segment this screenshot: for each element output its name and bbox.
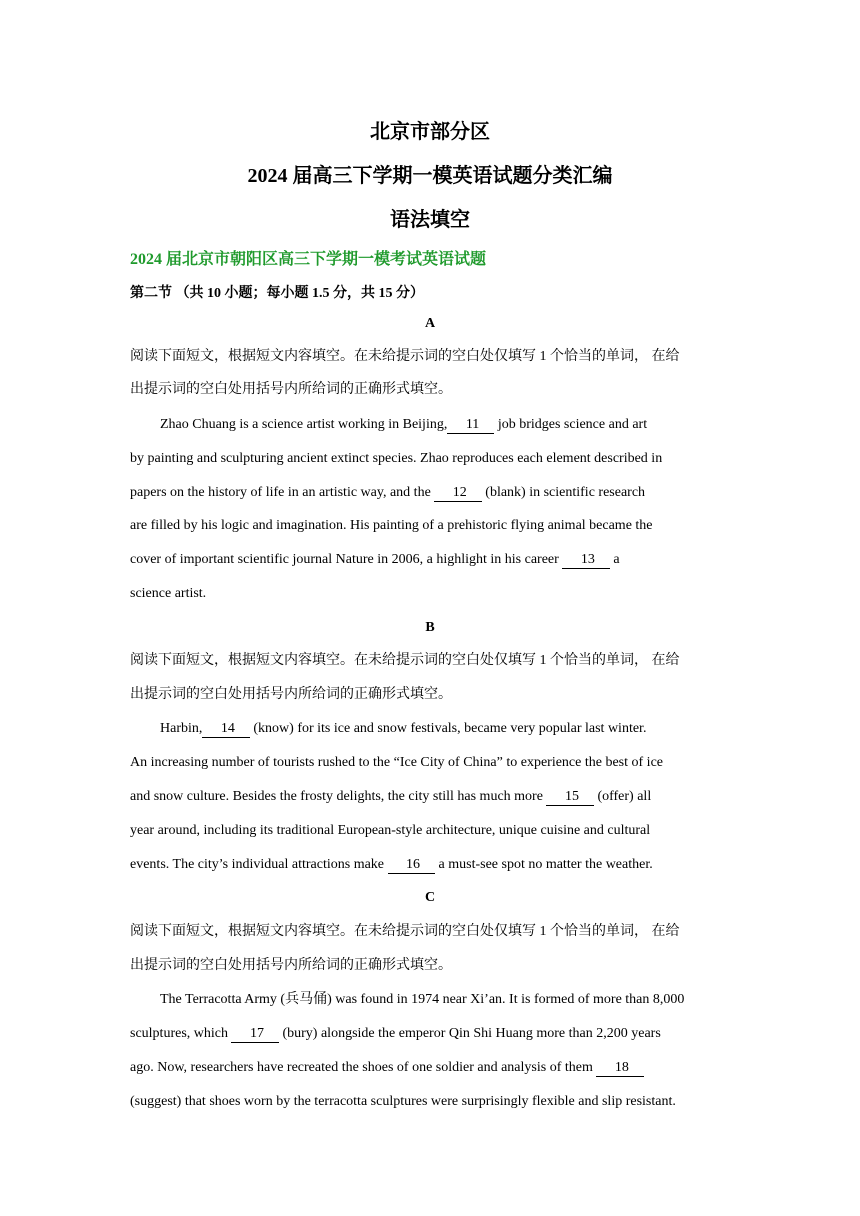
passage-letter-c: C bbox=[424, 890, 436, 905]
passage-a-line-1 bbox=[160, 415, 730, 435]
instruction-line-2: 出提示词的空白处用括号内所给词的正确形式填空。 bbox=[130, 687, 452, 702]
blank-number: 15 bbox=[564, 789, 579, 804]
passage-a-line-4: are filled by his logic and imagination. His painting of a prehistoric flying animal became the bbox=[130, 518, 653, 533]
passage-c-line-2 bbox=[130, 1024, 730, 1044]
passage-b-line-5 bbox=[130, 855, 730, 875]
passage-a-line-2: by painting and sculpturing ancient extinct species. Zhao reproduces each element described in bbox=[130, 451, 663, 466]
passage-c-line-3 bbox=[130, 1058, 730, 1078]
blank-12[interactable] bbox=[434, 485, 482, 502]
text-segment: a must-see spot no matter the weather. bbox=[435, 857, 653, 872]
passage-b-line-2: An increasing number of tourists rushed to the “Ice City of China” to experience the best of ice bbox=[130, 755, 663, 770]
passage-c-line-4: (suggest) that shoes worn by the terracotta sculptures were surprisingly flexible and slip resistant. bbox=[130, 1094, 676, 1109]
text-segment: sculptures, which bbox=[130, 1026, 232, 1041]
section-header: 第二节 （共 10 小题；每小题 1.5 分，共 15 分） bbox=[130, 286, 424, 301]
passage-b-line-3 bbox=[130, 787, 730, 807]
text-segment: cover of important scientific journal Nature in 2006, a highlight in his career bbox=[130, 552, 563, 567]
instruction-line-2: 出提示词的空白处用括号内所给词的正确形式填空。 bbox=[130, 382, 452, 397]
passage-b-line-1 bbox=[160, 719, 730, 739]
text-segment: (blank) in scientific research bbox=[481, 485, 646, 500]
blank-17[interactable] bbox=[231, 1026, 279, 1043]
text-segment: Zhao Chuang is a science artist working in Beijing, bbox=[160, 417, 448, 432]
blank-11[interactable] bbox=[447, 417, 494, 434]
text-segment: (offer) all bbox=[593, 789, 652, 804]
blank-number: 16 bbox=[406, 857, 421, 872]
exam-subheading: 2024 届北京市朝阳区高三下学期一模考试英语试题 bbox=[130, 251, 487, 268]
text-segment: papers on the history of life in an artistic way, and the bbox=[130, 485, 435, 500]
instruction-line-1: 阅读下面短文，根据短文内容填空。在未给提示词的空白处仅填写 1 个恰当的单词， 在给 bbox=[130, 349, 680, 364]
blank-number: 14 bbox=[220, 721, 235, 736]
passage-b-line-4: year around, including its traditional European-style architecture, unique cuisine and cultural bbox=[130, 823, 651, 838]
text-segment: a bbox=[609, 552, 620, 567]
blank-number: 12 bbox=[452, 485, 467, 500]
blank-18[interactable] bbox=[596, 1060, 644, 1077]
blank-number: 11 bbox=[465, 417, 480, 432]
instruction-line-1: 阅读下面短文，根据短文内容填空。在未给提示词的空白处仅填写 1 个恰当的单词， 在给 bbox=[130, 924, 680, 939]
blank-number: 17 bbox=[249, 1026, 264, 1041]
blank-13[interactable] bbox=[562, 552, 610, 569]
text-segment: Harbin, bbox=[160, 721, 203, 736]
passage-letter-a: A bbox=[424, 316, 436, 331]
text-segment: job bridges science and art bbox=[494, 417, 648, 432]
blank-14[interactable] bbox=[202, 721, 250, 738]
text-segment: events. The city’s individual attractions make bbox=[130, 857, 388, 872]
document-title-exam: 2024 届高三下学期一模英语试题分类汇编 bbox=[247, 165, 613, 187]
blank-16[interactable] bbox=[388, 857, 436, 874]
document-title-topic: 语法填空 bbox=[390, 209, 470, 231]
passage-letter-b: B bbox=[425, 620, 435, 635]
text-segment: ago. Now, researchers have recreated the shoes of one soldier and analysis of them bbox=[130, 1060, 597, 1075]
text-segment: and snow culture. Besides the frosty delights, the city still has much more bbox=[130, 789, 547, 804]
instruction-line-1: 阅读下面短文，根据短文内容填空。在未给提示词的空白处仅填写 1 个恰当的单词， 在给 bbox=[130, 653, 680, 668]
text-segment: (know) for its ice and snow festivals, became very popular last winter. bbox=[249, 721, 647, 736]
passage-a-line-3 bbox=[130, 483, 730, 503]
passage-a-line-5 bbox=[130, 550, 730, 570]
text-segment: (bury) alongside the emperor Qin Shi Huang more than 2,200 years bbox=[278, 1026, 661, 1041]
blank-15[interactable] bbox=[546, 789, 594, 806]
blank-number: 18 bbox=[614, 1060, 629, 1075]
blank-number: 13 bbox=[580, 552, 595, 567]
passage-c-line-1: The Terracotta Army (兵马俑) was found in 1974 near Xi’an. It is formed of more than 8,000 bbox=[160, 992, 685, 1007]
instruction-line-2: 出提示词的空白处用括号内所给词的正确形式填空。 bbox=[130, 958, 452, 973]
passage-a-line-6: science artist. bbox=[130, 586, 207, 601]
document-title-region: 北京市部分区 bbox=[370, 121, 490, 143]
